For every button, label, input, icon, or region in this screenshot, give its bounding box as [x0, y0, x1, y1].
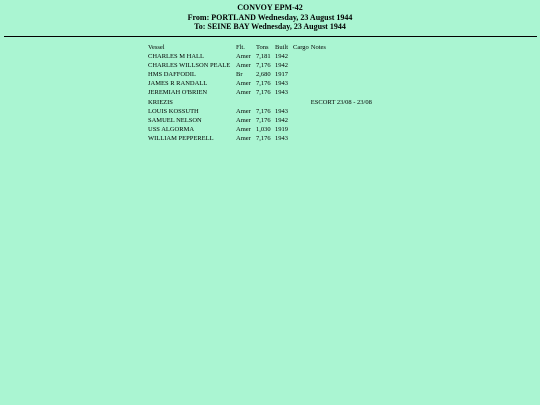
vessel-built-year: 1943 — [275, 134, 288, 142]
convoy-table — [147, 43, 382, 143]
vessel-cargo — [292, 61, 310, 70]
vessel-notes — [310, 125, 382, 134]
vessel-tonnage — [255, 98, 274, 107]
vessel-cargo — [292, 79, 310, 88]
vessel-notes — [310, 61, 382, 70]
vessel-flag: Amer — [236, 89, 251, 97]
vessel-notes — [310, 79, 382, 88]
table-row — [147, 79, 382, 88]
vessel-name: WILLIAM PEPPERELL — [148, 134, 214, 142]
table-row — [147, 107, 382, 116]
vessel-built-year: 1943 — [275, 107, 288, 115]
vessel-tonnage: 2,680 — [256, 71, 271, 79]
vessel-notes — [310, 107, 382, 116]
vessel-name: USS ALGORMA — [148, 125, 195, 133]
vessel-flag: Br — [236, 71, 243, 79]
vessel-cargo — [292, 98, 310, 107]
table-row — [147, 52, 382, 61]
vessel-cargo — [292, 52, 310, 61]
vessel-built-year: 1917 — [275, 71, 288, 79]
convoy-origin: From: PORTLAND Wednesday, 23 August 1944 — [187, 12, 353, 22]
vessel-notes — [310, 70, 382, 79]
vessel-notes — [310, 134, 382, 143]
convoy-header — [0, 3, 540, 32]
table-row — [147, 61, 382, 70]
table-row — [147, 98, 382, 107]
vessel-flag: Amer — [236, 62, 251, 70]
column-header-cargo: Cargo — [293, 44, 309, 51]
vessel-name: CHARLES M HALL — [148, 53, 204, 61]
vessel-tonnage: 7,176 — [256, 134, 271, 142]
vessel-tonnage: 7,176 — [256, 89, 271, 97]
vessel-built-year: 1943 — [275, 89, 288, 97]
vessel-cargo — [292, 107, 310, 116]
column-header-flag: Flt. — [236, 44, 245, 51]
table-row — [147, 134, 382, 143]
vessel-tonnage: 7,176 — [256, 116, 271, 124]
vessel-built-year — [274, 98, 292, 107]
vessel-tonnage: 7,176 — [256, 62, 271, 70]
vessel-built-year: 1943 — [275, 80, 288, 88]
vessel-cargo — [292, 88, 310, 97]
table-row — [147, 125, 382, 134]
header-divider — [4, 36, 537, 37]
vessel-notes — [310, 88, 382, 97]
vessel-notes: ESCORT 23/08 - 23/08 — [310, 98, 372, 106]
vessel-built-year: 1919 — [275, 125, 288, 133]
column-header-tons: Tons — [256, 44, 269, 51]
table-row — [147, 88, 382, 97]
vessel-flag: Amer — [236, 53, 251, 61]
vessel-flag: Amer — [236, 116, 251, 124]
vessel-name: JEREMIAH O'BRIEN — [148, 89, 208, 97]
vessel-name: CHARLES WILLSON PEALE — [148, 62, 231, 70]
table-header-row — [147, 43, 382, 52]
vessel-name: LOUIS KOSSUTH — [148, 107, 199, 115]
vessel-built-year: 1942 — [275, 116, 288, 124]
column-header-vessel: Vessel — [148, 44, 165, 51]
vessel-built-year: 1942 — [275, 62, 288, 70]
vessel-notes — [310, 116, 382, 125]
convoy-destination: To: SEINE BAY Wednesday, 23 August 1944 — [194, 22, 346, 31]
vessel-flag — [235, 98, 255, 107]
vessel-built-year: 1942 — [275, 53, 288, 61]
vessel-tonnage: 7,176 — [256, 107, 271, 115]
vessel-flag: Amer — [236, 134, 251, 142]
vessel-flag: Amer — [236, 125, 251, 133]
column-header-notes: Notes — [310, 44, 326, 51]
vessel-tonnage: 7,176 — [256, 80, 271, 88]
vessel-name: KRIEZIS — [148, 98, 173, 106]
vessel-cargo — [292, 70, 310, 79]
vessel-flag: Amer — [236, 80, 251, 88]
table-row — [147, 116, 382, 125]
vessel-notes — [310, 52, 382, 61]
vessel-cargo — [292, 116, 310, 125]
vessel-cargo — [292, 125, 310, 134]
column-header-built: Built — [275, 44, 289, 51]
table-row — [147, 70, 382, 79]
convoy-table-body — [147, 52, 382, 143]
vessel-flag: Amer — [236, 107, 251, 115]
vessel-tonnage: 7,181 — [256, 53, 271, 61]
vessel-cargo — [292, 134, 310, 143]
convoy-title: CONVOY EPM-42 — [237, 3, 303, 12]
vessel-name: HMS DAFFODIL — [148, 71, 196, 79]
vessel-name: JAMES R RANDALL — [148, 80, 208, 88]
vessel-tonnage: 1,030 — [256, 125, 271, 133]
vessel-name: SAMUEL NELSON — [148, 116, 202, 124]
